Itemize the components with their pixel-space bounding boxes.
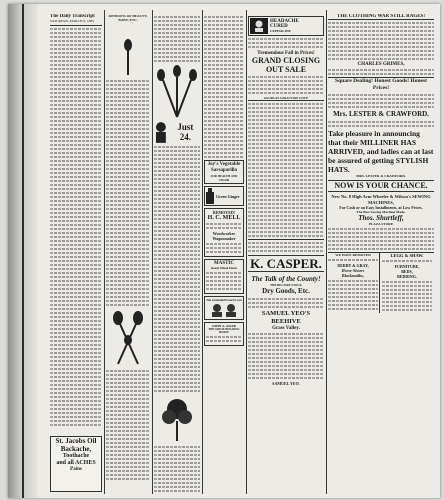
joy-head: Joy's Vegetable Sarsaparilla	[207, 162, 241, 173]
column-3	[154, 14, 200, 492]
page-binding	[8, 4, 38, 498]
milliner-announcement: Take pleasure in announcing that their MILLINER HAS ARRIVED, and ladies can at last be assured of getting STYLISH HATS.	[328, 129, 434, 174]
column-3-text	[154, 146, 200, 392]
furniture: FURNITURE,	[394, 264, 420, 269]
plaza-store: PLAZA STORE	[368, 222, 394, 226]
talk-head: The Talk of the County!	[251, 275, 321, 283]
column-rule	[152, 10, 153, 494]
price-table	[248, 100, 324, 240]
blacksmiths: Blacksmiths,	[342, 273, 364, 278]
man-portrait-icon	[154, 121, 168, 143]
tremendous-head: Tremendous Fall in Prices!	[257, 51, 315, 56]
column-2	[106, 14, 150, 492]
square-dealing-head: Square Dealing! Honest Goods! Honest Prices!	[328, 77, 434, 92]
column-2-head: OPINIONS OF BEAUTY, BABY, ETC.	[108, 14, 148, 22]
bottom-ads-row	[328, 252, 434, 313]
rapp-name: JOHN A. RAPP,	[211, 324, 237, 328]
column-6	[328, 14, 434, 492]
bottle-icon	[206, 188, 214, 204]
ginger-head: Green Ginger	[216, 193, 240, 199]
sewing-machine-head: New No. 8 High Arm Wheeler & Wilson's SEWING MACHINES,	[331, 194, 431, 205]
column-rule	[246, 10, 247, 494]
ad-line-2: Backache,	[60, 445, 92, 453]
big-fire-line: THE BIG FIRE STOCK	[270, 283, 302, 287]
flower-illustration-icon	[154, 394, 200, 444]
grass-valley-head: Grass Valley.	[272, 326, 300, 331]
st-jacobs-oil-ad	[50, 436, 102, 492]
closing-out-head: GRAND CLOSING OUT SALE	[251, 56, 321, 74]
lester-head: Mrs. LESTER & CRAWFORD.	[333, 110, 429, 118]
dry-goods-head: Dry Goods, Etc.	[262, 287, 310, 295]
derby-gray-ad	[328, 253, 380, 313]
gutenfeld-ad	[204, 296, 244, 320]
masthead-title: The Daily Transcript	[50, 14, 95, 19]
column-5	[248, 14, 324, 492]
mastic-sub: Ready Mixed Paints	[211, 266, 237, 270]
masthead-date: SATURDAY, MARCH 9, 1889	[50, 19, 94, 23]
your-chance-head: NOW IS YOUR CHANCE.	[328, 180, 434, 192]
legg-head: LEGG & SHAW.	[390, 253, 424, 258]
wagonmaker: Wagonmaker	[212, 236, 236, 241]
headache-ad	[248, 16, 324, 36]
beds: BEDS,	[401, 269, 413, 274]
mell-head: H. C. MELL	[207, 215, 241, 221]
removed-head: REMOVED!	[212, 210, 236, 215]
grimes-head: CHARLES GRIMES,	[357, 62, 405, 67]
column-4-text-top	[204, 16, 244, 158]
newspaper-page	[8, 4, 440, 498]
best-sewing: The Best Sewing Machine Made.	[356, 210, 406, 214]
shurtleff-head: Thos. Shurtleff,	[358, 214, 404, 222]
column-1-text	[50, 28, 102, 426]
column-4	[204, 14, 244, 492]
clothing-war-head: THE CLOTHING WAR STILL RAGES!	[328, 14, 434, 20]
portraits-icon	[206, 302, 242, 318]
column-3-text-lower	[154, 446, 200, 492]
column-rule	[202, 10, 203, 494]
cured-head: CURED	[270, 24, 288, 29]
beehive-sign: SAMUEL YEO.	[272, 381, 300, 386]
removed-notice: WE HAVE REMOVED	[335, 253, 371, 257]
headache-head: HEADACHE	[270, 19, 299, 24]
binding-line	[22, 4, 24, 498]
joy-sarsaparilla-ad	[204, 160, 244, 184]
head-portrait-icon	[250, 18, 268, 34]
beehive-head: SAMUEL YEO'S BEEHIVE	[261, 310, 311, 325]
mastic-head: MASTIC	[213, 261, 234, 266]
spoon-fan-icon	[154, 64, 200, 120]
legg-shaw-ad	[380, 253, 432, 313]
ad-line-3: Toothache	[62, 453, 90, 459]
spoon-icon	[106, 38, 150, 78]
rapp-ad	[204, 322, 244, 346]
horse-shoers: Horse-Shoers	[341, 268, 365, 273]
crossed-spoons-icon	[106, 308, 150, 368]
ad-line-1: St. Jacobs Oil	[55, 437, 97, 445]
just-label: Just 24.	[177, 122, 194, 142]
gutenfeld: The Gutenfeld French Corn	[206, 298, 242, 302]
mell-ad	[204, 208, 244, 257]
joy-sub: FOR HEALTH AND VIGOR	[210, 174, 238, 182]
lester-sign: MRS. LESTER & CRAWFORD.	[356, 174, 406, 178]
mastic-paint-ad	[204, 259, 244, 294]
just-24-notice	[154, 120, 200, 144]
cephaline-head: CEPHALINE	[270, 29, 291, 33]
column-3-text-top	[154, 16, 200, 62]
column-2-text-lower	[106, 370, 150, 480]
column-2-text	[106, 80, 150, 306]
price-table-head: GOODS AT A FRACTION COST!	[263, 96, 309, 100]
woodworker: Woodworker	[212, 231, 236, 236]
derby-head: DERBY & GRAY,	[337, 263, 369, 268]
casper-head: K. CASPER.	[248, 255, 324, 272]
horse-notice: THE GREAT BUILDING HORSE	[208, 328, 240, 334]
ad-line-5: Pains	[70, 467, 82, 472]
column-rule	[104, 10, 105, 494]
bedding: BEDDING.	[397, 274, 417, 279]
cash-terms: For Cash or on Easy Installments, at Low Prices.	[339, 205, 423, 210]
ad-line-4: and all ACHES	[56, 460, 96, 466]
column-rule	[326, 10, 327, 494]
column-1	[50, 14, 102, 492]
green-ginger-ad	[204, 186, 244, 206]
